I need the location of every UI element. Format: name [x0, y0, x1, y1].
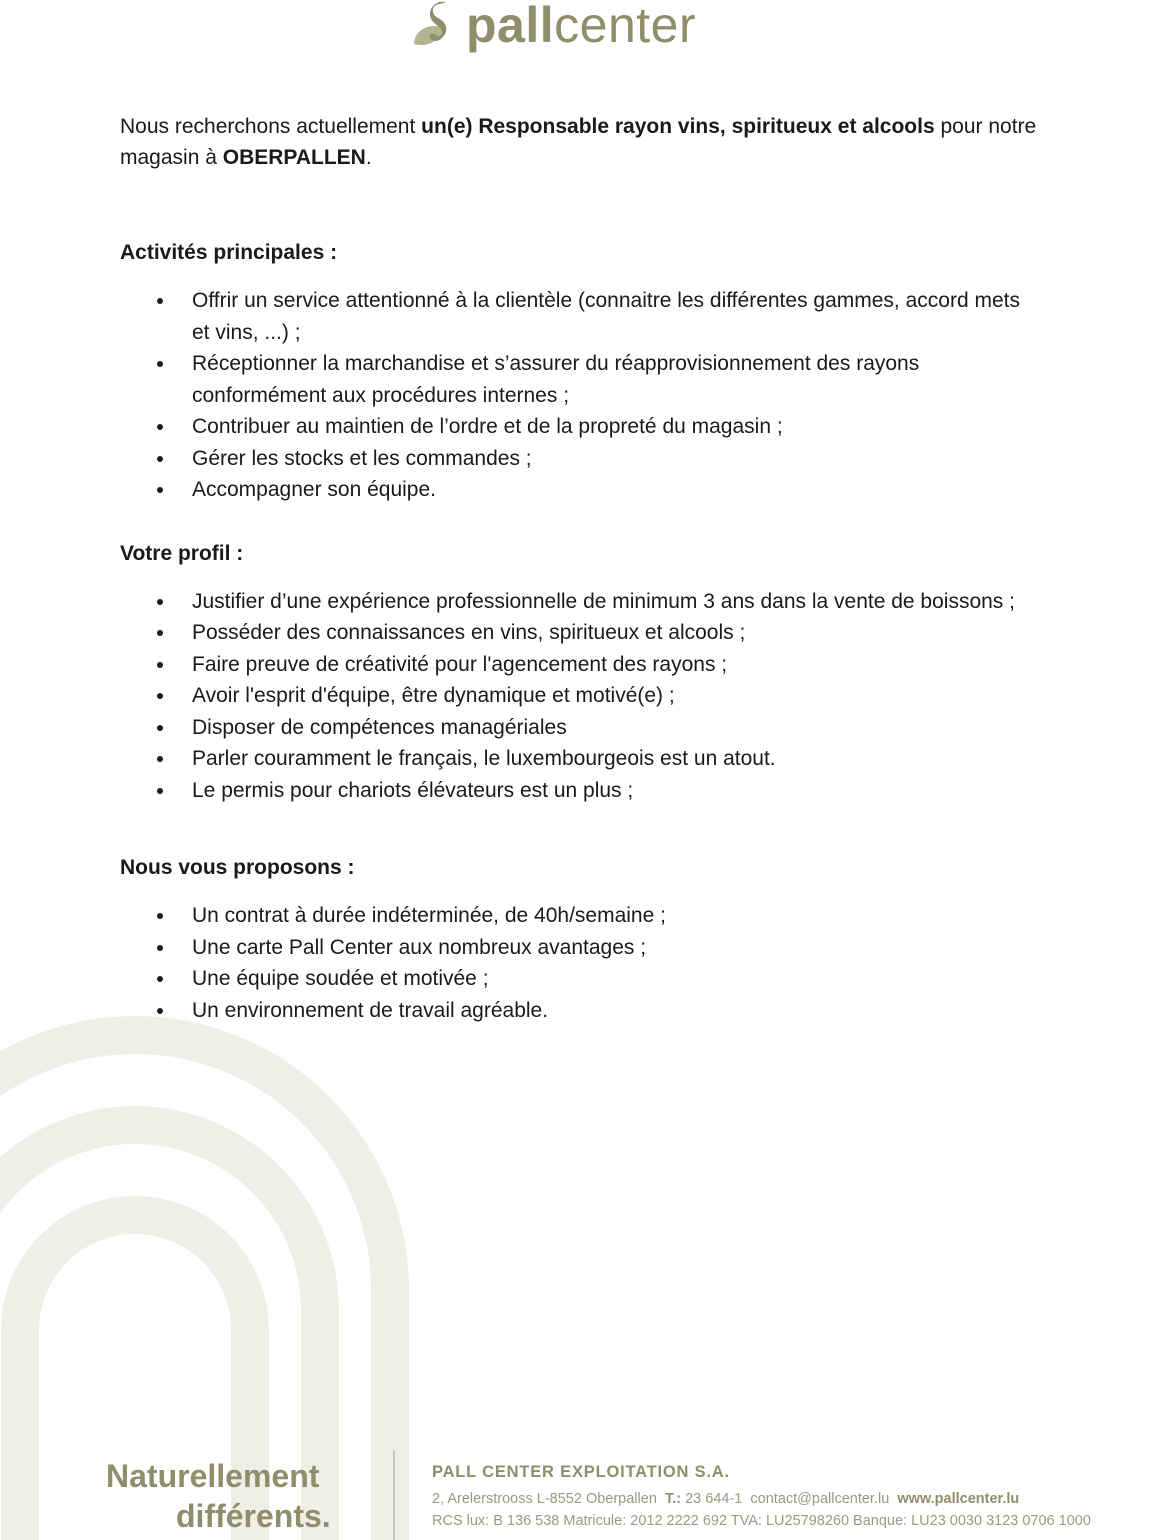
intro-text-1: Nous recherchons actuellement — [120, 115, 422, 138]
job-offer-content — [120, 111, 1040, 1026]
intro-location: OBERPALLEN — [222, 146, 366, 169]
list-item: Posséder des connaissances en vins, spiritueux et alcools ; — [120, 617, 1040, 649]
company-phone: 23 644-1 — [685, 1491, 743, 1507]
list-item: Une équipe soudée et motivée ; — [120, 963, 1040, 995]
logo-wordmark-center: center — [554, 0, 697, 53]
intro-text-3: . — [365, 146, 372, 169]
profile-list — [120, 586, 1040, 807]
list-item: Gérer les stocks et les commandes ; — [120, 443, 1040, 475]
list-item: Contribuer au maintien de l’ordre et de la propreté du magasin ; — [120, 411, 1040, 443]
company-address: 2, Arelerstrooss L-8552 Oberpallen — [432, 1491, 657, 1507]
list-item: Un contrat à durée indéterminée, de 40h/semaine ; — [120, 900, 1040, 932]
company-email[interactable]: contact@pallcenter.lu — [750, 1491, 890, 1507]
intro-paragraph — [120, 111, 1040, 173]
activities-list — [120, 285, 1040, 506]
company-website[interactable]: www.pallcenter.lu — [897, 1491, 1020, 1507]
company-registry: RCS lux: B 136 538 Matricule: 2012 2222 692 TVA: LU25798260 Banque: LU23 0030 3123 0706 1000 — [432, 1513, 1091, 1529]
footer-company-info — [432, 1463, 1091, 1532]
list-item: Disposer de compétences managériales — [120, 712, 1040, 744]
phone-label: T.: — [664, 1491, 682, 1507]
leaf-logo-icon — [410, 0, 466, 60]
list-item: Avoir l'esprit d'équipe, être dynamique et motivé(e) ; — [120, 680, 1040, 712]
list-item: Parler couramment le français, le luxembourgeois est un atout. — [120, 743, 1040, 775]
list-item: Offrir un service attentionné à la clientèle (connaitre les différentes gammes, accord mets et vins, ...) ; — [120, 285, 1040, 348]
list-item: Une carte Pall Center aux nombreux avantages ; — [120, 932, 1040, 964]
intro-position: un(e) Responsable rayon vins, spiritueux et alcools — [421, 115, 935, 138]
company-name: PALL CENTER EXPLOITATION S.A. — [432, 1463, 730, 1481]
pallcenter-logo — [410, 0, 696, 60]
logo-wordmark — [466, 0, 697, 53]
list-item: Un environnement de travail agréable. — [120, 995, 1040, 1027]
list-item: Le permis pour chariots élévateurs est un plus ; — [120, 775, 1040, 807]
list-item: Accompagner son équipe. — [120, 474, 1040, 506]
slogan-line-2: différents. — [176, 1498, 331, 1534]
list-item: Justifier d’une expérience professionnelle de minimum 3 ans dans la vente de boissons ; — [120, 586, 1040, 618]
section-title-profile: Votre profil : — [120, 541, 244, 565]
section-title-offer: Nous vous proposons : — [120, 856, 355, 879]
list-item: Faire preuve de créativité pour l'agencement des rayons ; — [120, 649, 1040, 681]
list-item: Réceptionner la marchandise et s’assurer du réapprovisionnement des rayons conformément aux procédures internes ; — [120, 348, 1040, 411]
section-title-activities: Activités principales : — [120, 241, 338, 264]
slogan-line-1: Naturellement — [106, 1458, 320, 1494]
contact-line — [432, 1488, 1091, 1510]
offer-list — [120, 900, 1040, 1026]
footer-slogan — [106, 1456, 356, 1536]
footer-divider — [393, 1450, 395, 1540]
logo-wordmark-pall: pall — [466, 0, 555, 53]
intro-text-2: pour notre magasin à — [120, 115, 1037, 169]
